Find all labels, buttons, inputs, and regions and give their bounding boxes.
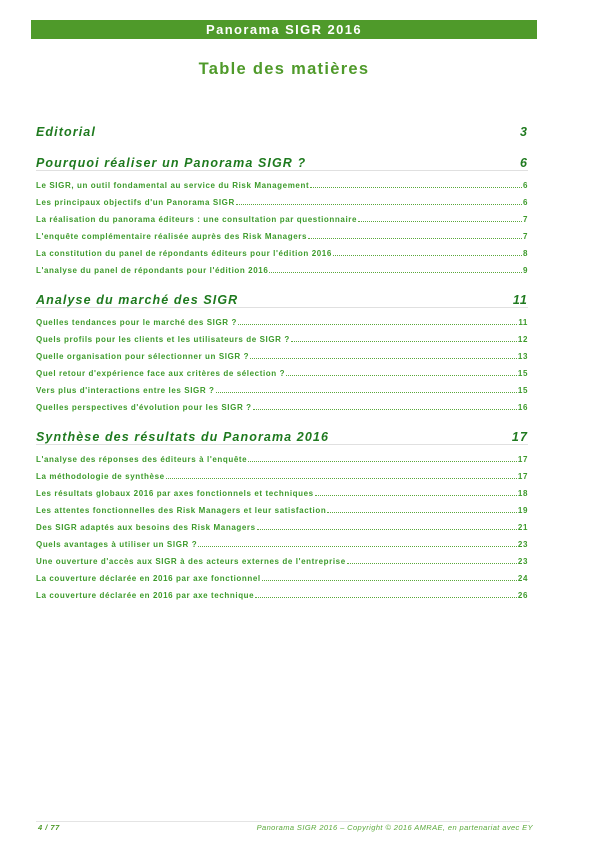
toc-entry-title: Les résultats globaux 2016 par axes fonctionnels et techniques [36, 489, 314, 498]
toc-entry-page: 12 [517, 335, 528, 344]
toc-entry-page: 23 [517, 557, 528, 566]
footer-divider [36, 821, 530, 822]
toc-entry[interactable] [36, 503, 528, 515]
toc-entry[interactable] [36, 349, 528, 361]
toc-entry[interactable] [36, 263, 528, 275]
toc-entry-page: 11 [518, 318, 528, 327]
dot-leader [262, 570, 517, 581]
toc-entry-title: La couverture déclarée en 2016 par axe technique [36, 591, 255, 600]
dot-leader [250, 348, 517, 359]
toc-entry-title: La réalisation du panorama éditeurs : une consultation par questionnaire [36, 215, 358, 224]
footer-copyright: Panorama SIGR 2016 – Copyright © 2016 AMRAE, en partenariat avec EY [256, 823, 533, 832]
toc-entry-title: Le SIGR, un outil fondamental au service du Risk Management [36, 181, 310, 190]
toc-entry[interactable] [36, 400, 528, 412]
toc-entry-page: 7 [522, 215, 528, 224]
toc-entry[interactable] [36, 229, 528, 241]
toc-entry-page: 15 [517, 386, 528, 395]
dot-leader [308, 228, 522, 239]
dot-leader [310, 177, 522, 188]
toc-chapter[interactable] [36, 121, 528, 139]
toc-chapter-page: 6 [519, 156, 528, 170]
toc-entry-title: Vers plus d'interactions entre les SIGR ? [36, 386, 215, 395]
toc-entry[interactable] [36, 554, 528, 566]
dot-leader [257, 519, 517, 530]
toc-entry-title: La couverture déclarée en 2016 par axe fonctionnel [36, 574, 261, 583]
toc-entry-page: 8 [522, 249, 528, 258]
toc-chapter-title: Synthèse des résultats du Panorama 2016 [36, 430, 330, 444]
toc-entry[interactable] [36, 537, 528, 549]
toc-entry-page: 23 [517, 540, 528, 549]
toc-entry[interactable] [36, 366, 528, 378]
toc-chapter-page: 3 [519, 125, 528, 139]
toc-entry-title: Les principaux objectifs d'un Panorama SIGR [36, 198, 235, 207]
toc-entry-title: Des SIGR adaptés aux besoins des Risk Managers [36, 523, 256, 532]
toc-entry[interactable] [36, 486, 528, 498]
dot-leader [315, 485, 517, 496]
toc-entry-title: Les attentes fonctionnelles des Risk Managers et leur satisfaction [36, 506, 327, 515]
dot-leader [198, 536, 517, 547]
dot-leader [255, 587, 517, 598]
dot-leader [347, 553, 517, 564]
dot-leader [358, 211, 522, 222]
toc-entry-title: Quelles tendances pour le marché des SIGR ? [36, 318, 237, 327]
dot-leader [236, 194, 522, 205]
toc-entry-title: Quel retour d'expérience face aux critères de sélection ? [36, 369, 286, 378]
toc-entry[interactable] [36, 452, 528, 464]
page-title: Table des matières [198, 60, 370, 78]
toc-entry-page: 16 [517, 403, 528, 412]
toc-entry-title: La constitution du panel de répondants éditeurs pour l'édition 2016 [36, 249, 332, 258]
toc-entry[interactable] [36, 178, 528, 190]
dot-leader [327, 502, 517, 513]
toc-entry[interactable] [36, 315, 528, 327]
toc-chapter[interactable] [36, 152, 528, 171]
toc-entry[interactable] [36, 212, 528, 224]
toc-chapter-page: 17 [511, 430, 528, 444]
toc-entry-title: Quelles perspectives d'évolution pour les SIGR ? [36, 403, 252, 412]
toc-entry-page: 17 [517, 455, 528, 464]
dot-leader [238, 314, 517, 325]
toc-chapter[interactable] [36, 426, 528, 445]
toc-entry-page: 6 [522, 198, 528, 207]
dot-leader [286, 365, 517, 376]
toc-entry-title: Quelle organisation pour sélectionner un SIGR ? [36, 352, 250, 361]
toc-entry-page: 19 [517, 506, 528, 515]
toc-entry[interactable] [36, 469, 528, 481]
dot-leader [253, 399, 517, 410]
toc-entry-title: Quels profils pour les clients et les utilisateurs de SIGR ? [36, 335, 290, 344]
toc-entry-page: 9 [522, 266, 528, 275]
footer-page-number: 4 / 77 [38, 823, 60, 832]
toc-entry-page: 26 [517, 591, 528, 600]
document-banner: Panorama SIGR 2016 [31, 20, 537, 39]
toc-entry-page: 18 [517, 489, 528, 498]
toc-entry-title: L'enquête complémentaire réalisée auprès des Risk Managers [36, 232, 308, 241]
dot-leader [166, 468, 517, 479]
toc-entry[interactable] [36, 571, 528, 583]
toc-entry-title: La méthodologie de synthèse [36, 472, 165, 481]
toc-entry-page: 13 [517, 352, 528, 361]
toc-entry[interactable] [36, 195, 528, 207]
toc-entry-page: 17 [517, 472, 528, 481]
toc-entry-title: Quels avantages à utiliser un SIGR ? [36, 540, 198, 549]
toc-entry-page: 15 [517, 369, 528, 378]
toc-chapter-title: Pourquoi réaliser un Panorama SIGR ? [36, 156, 307, 170]
toc-entry[interactable] [36, 520, 528, 532]
toc-entry-page: 6 [522, 181, 528, 190]
toc-entry-title: Une ouverture d'accès aux SIGR à des acteurs externes de l'entreprise [36, 557, 346, 566]
toc-chapter-title: Editorial [36, 125, 96, 139]
toc-entry[interactable] [36, 246, 528, 258]
toc-entry[interactable] [36, 588, 528, 600]
dot-leader [269, 262, 522, 273]
toc-entry-page: 7 [522, 232, 528, 241]
dot-leader [291, 331, 517, 342]
dot-leader [333, 245, 522, 256]
toc-chapter[interactable] [36, 289, 528, 308]
toc-entry-title: L'analyse des réponses des éditeurs à l'enquête [36, 455, 248, 464]
toc-entry-title: L'analyse du panel de répondants pour l'édition 2016 [36, 266, 269, 275]
toc-entry[interactable] [36, 383, 528, 395]
dot-leader [248, 451, 517, 462]
toc-chapter-page: 11 [512, 293, 528, 307]
toc-entry[interactable] [36, 332, 528, 344]
toc-chapter-title: Analyse du marché des SIGR [36, 293, 239, 307]
toc-entry-page: 24 [517, 574, 528, 583]
toc-entry-page: 21 [517, 523, 528, 532]
dot-leader [216, 382, 517, 393]
